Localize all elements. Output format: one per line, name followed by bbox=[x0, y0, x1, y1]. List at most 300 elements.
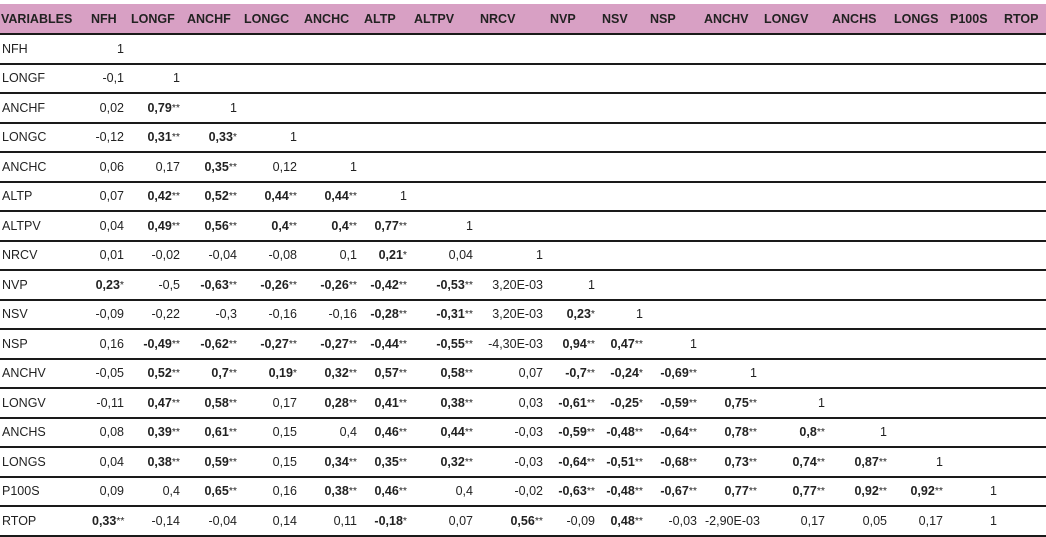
table-cell bbox=[599, 329, 647, 359]
cell-value: 0,47 bbox=[610, 336, 635, 351]
column-header: LONGF bbox=[128, 4, 184, 34]
row-label: NSV bbox=[0, 300, 88, 330]
correlation-table bbox=[0, 4, 1046, 537]
table-cell bbox=[1001, 34, 1046, 64]
table-cell bbox=[761, 211, 829, 241]
table-cell bbox=[891, 93, 947, 123]
row-label: ANCHS bbox=[0, 418, 88, 448]
significance-stars: ** bbox=[171, 131, 180, 144]
cell-value: -0,25 bbox=[610, 395, 639, 410]
significance-stars: * bbox=[402, 249, 407, 262]
row-label: LONGV bbox=[0, 388, 88, 418]
table-cell bbox=[829, 300, 891, 330]
significance-stars: ** bbox=[348, 455, 357, 468]
table-cell bbox=[947, 34, 1001, 64]
table-cell bbox=[1001, 123, 1046, 153]
table-cell bbox=[829, 447, 891, 477]
cell-value: -0,59 bbox=[660, 395, 689, 410]
table-cell bbox=[829, 270, 891, 300]
significance-stars: * bbox=[119, 278, 124, 291]
cell-value: 0,73 bbox=[724, 454, 749, 469]
table-cell bbox=[184, 329, 241, 359]
cell-value: 0,17 bbox=[800, 513, 825, 528]
table-cell bbox=[88, 182, 128, 212]
significance-stars: ** bbox=[288, 190, 297, 203]
table-cell bbox=[947, 418, 1001, 448]
table-cell bbox=[128, 300, 184, 330]
cell-value: -0,18 bbox=[374, 513, 403, 528]
cell-value: 0,32 bbox=[324, 366, 349, 381]
table-cell bbox=[829, 359, 891, 389]
table-cell bbox=[301, 418, 361, 448]
table-cell bbox=[301, 241, 361, 271]
table-cell bbox=[361, 477, 411, 507]
cell-value: 0,33 bbox=[208, 130, 233, 145]
table-cell bbox=[891, 34, 947, 64]
table-cell bbox=[761, 447, 829, 477]
row-label: ALTPV bbox=[0, 211, 88, 241]
table-cell bbox=[761, 123, 829, 153]
cell-value: 0,35 bbox=[374, 454, 399, 469]
cell-value: -2,90E-03 bbox=[705, 513, 760, 528]
row-label: ANCHV bbox=[0, 359, 88, 389]
significance-stars: ** bbox=[398, 308, 407, 321]
table-cell bbox=[761, 418, 829, 448]
table-cell bbox=[891, 300, 947, 330]
table-cell bbox=[301, 123, 361, 153]
table-header bbox=[0, 4, 1046, 34]
table-cell bbox=[128, 447, 184, 477]
cell-value: 0,02 bbox=[99, 100, 124, 115]
table-cell bbox=[361, 211, 411, 241]
table-cell bbox=[301, 34, 361, 64]
table-cell bbox=[1001, 93, 1046, 123]
table-cell bbox=[1001, 418, 1046, 448]
significance-stars: ** bbox=[398, 396, 407, 409]
table-cell bbox=[241, 241, 301, 271]
table-cell bbox=[361, 34, 411, 64]
table-cell bbox=[361, 123, 411, 153]
table-cell bbox=[477, 270, 547, 300]
significance-stars: ** bbox=[464, 396, 473, 409]
table-row bbox=[0, 123, 1046, 153]
cell-value: -0,48 bbox=[606, 425, 635, 440]
cell-value: 0,14 bbox=[272, 513, 297, 528]
table-cell bbox=[361, 388, 411, 418]
table-cell bbox=[761, 182, 829, 212]
column-header: ANCHC bbox=[301, 4, 361, 34]
table-cell bbox=[1001, 388, 1046, 418]
column-header: ANCHS bbox=[829, 4, 891, 34]
table-cell bbox=[88, 123, 128, 153]
cell-value: 0,44 bbox=[440, 425, 465, 440]
significance-stars: ** bbox=[228, 485, 237, 498]
significance-stars: ** bbox=[228, 160, 237, 173]
table-cell bbox=[701, 506, 761, 536]
cell-value: 0,17 bbox=[272, 395, 297, 410]
cell-value: 0,16 bbox=[99, 336, 124, 351]
table-cell bbox=[701, 34, 761, 64]
table-cell bbox=[701, 123, 761, 153]
cell-value: 0,46 bbox=[374, 425, 399, 440]
table-cell bbox=[547, 64, 599, 94]
table-cell bbox=[761, 93, 829, 123]
table-cell bbox=[599, 359, 647, 389]
table-cell bbox=[829, 418, 891, 448]
table-cell bbox=[701, 329, 761, 359]
table-cell bbox=[477, 477, 547, 507]
table-cell bbox=[1001, 241, 1046, 271]
table-cell bbox=[761, 477, 829, 507]
table-cell bbox=[1001, 152, 1046, 182]
cell-value: -4,30E-03 bbox=[488, 336, 543, 351]
table-cell bbox=[599, 270, 647, 300]
significance-stars: ** bbox=[398, 485, 407, 498]
cell-value: 0,1 bbox=[339, 248, 357, 263]
table-cell bbox=[647, 182, 701, 212]
cell-value: 1 bbox=[880, 425, 887, 440]
table-cell bbox=[599, 477, 647, 507]
cell-value: -0,09 bbox=[95, 307, 124, 322]
cell-value: 1 bbox=[350, 159, 357, 174]
table-cell bbox=[1001, 329, 1046, 359]
table-cell bbox=[829, 329, 891, 359]
significance-stars: * bbox=[590, 308, 595, 321]
table-cell bbox=[128, 34, 184, 64]
cell-value: 0,87 bbox=[854, 454, 879, 469]
cell-value: 0,39 bbox=[147, 425, 172, 440]
table-cell bbox=[547, 123, 599, 153]
table-cell bbox=[947, 359, 1001, 389]
cell-value: 0,17 bbox=[918, 513, 943, 528]
cell-value: 0,35 bbox=[204, 159, 229, 174]
significance-stars: ** bbox=[634, 426, 643, 439]
column-header: LONGC bbox=[241, 4, 301, 34]
table-cell bbox=[891, 447, 947, 477]
cell-value: 0,46 bbox=[374, 484, 399, 499]
significance-stars: ** bbox=[348, 485, 357, 498]
cell-value: 0,4 bbox=[331, 218, 349, 233]
significance-stars: ** bbox=[288, 337, 297, 350]
column-header: NSV bbox=[599, 4, 647, 34]
table-cell bbox=[301, 477, 361, 507]
table-cell bbox=[891, 270, 947, 300]
table-cell bbox=[128, 270, 184, 300]
cell-value: 0,74 bbox=[792, 454, 817, 469]
cell-value: -0,63 bbox=[200, 277, 229, 292]
table-cell bbox=[184, 477, 241, 507]
significance-stars: ** bbox=[398, 367, 407, 380]
cell-value: 0,21 bbox=[378, 248, 403, 263]
table-cell bbox=[411, 64, 477, 94]
table-cell bbox=[184, 34, 241, 64]
table-cell bbox=[891, 506, 947, 536]
table-cell bbox=[301, 64, 361, 94]
column-header: NRCV bbox=[477, 4, 547, 34]
row-label: ANCHF bbox=[0, 93, 88, 123]
cell-value: -0,24 bbox=[610, 366, 639, 381]
table-cell bbox=[88, 388, 128, 418]
significance-stars: ** bbox=[586, 396, 595, 409]
significance-stars: ** bbox=[586, 485, 595, 498]
cell-value: 1 bbox=[690, 336, 697, 351]
row-label: LONGC bbox=[0, 123, 88, 153]
table-cell bbox=[184, 182, 241, 212]
cell-value: -0,64 bbox=[558, 454, 587, 469]
cell-value: 0,56 bbox=[510, 513, 535, 528]
significance-stars: ** bbox=[586, 455, 595, 468]
table-cell bbox=[301, 182, 361, 212]
table-cell bbox=[947, 388, 1001, 418]
table-cell bbox=[891, 182, 947, 212]
table-cell bbox=[599, 64, 647, 94]
significance-stars: ** bbox=[398, 219, 407, 232]
cell-value: 0,56 bbox=[204, 218, 229, 233]
table-cell bbox=[647, 123, 701, 153]
column-header: LONGV bbox=[761, 4, 829, 34]
significance-stars: ** bbox=[228, 219, 237, 232]
table-cell bbox=[947, 182, 1001, 212]
cell-value: -0,3 bbox=[215, 307, 237, 322]
cell-value: 0,08 bbox=[99, 425, 124, 440]
table-cell bbox=[547, 182, 599, 212]
cell-value: -0,02 bbox=[151, 248, 180, 263]
table-cell bbox=[361, 93, 411, 123]
table-cell bbox=[128, 152, 184, 182]
table-cell bbox=[241, 477, 301, 507]
table-cell bbox=[477, 93, 547, 123]
significance-stars: ** bbox=[288, 219, 297, 232]
significance-stars: ** bbox=[228, 278, 237, 291]
table-cell bbox=[701, 241, 761, 271]
significance-stars: ** bbox=[398, 426, 407, 439]
table-cell bbox=[829, 64, 891, 94]
cell-value: 0,15 bbox=[272, 425, 297, 440]
cell-value: 0,38 bbox=[440, 395, 465, 410]
significance-stars: ** bbox=[748, 396, 757, 409]
cell-value: 0,07 bbox=[99, 189, 124, 204]
table-cell bbox=[477, 34, 547, 64]
cell-value: 0,11 bbox=[333, 513, 357, 528]
significance-stars: ** bbox=[534, 514, 543, 527]
table-cell bbox=[599, 418, 647, 448]
significance-stars: ** bbox=[398, 455, 407, 468]
table-row bbox=[0, 270, 1046, 300]
column-header: NSP bbox=[647, 4, 701, 34]
table-cell bbox=[761, 329, 829, 359]
table-cell bbox=[184, 123, 241, 153]
cell-value: -0,03 bbox=[514, 425, 543, 440]
cell-value: 0,77 bbox=[724, 484, 749, 499]
cell-value: 0,92 bbox=[910, 484, 935, 499]
cell-value: 1 bbox=[117, 41, 124, 56]
significance-stars: ** bbox=[634, 455, 643, 468]
table-cell bbox=[411, 359, 477, 389]
cell-value: -0,61 bbox=[558, 395, 587, 410]
table-cell bbox=[701, 359, 761, 389]
table-cell bbox=[241, 123, 301, 153]
table-cell bbox=[88, 329, 128, 359]
table-cell bbox=[947, 329, 1001, 359]
table-cell bbox=[128, 211, 184, 241]
significance-stars: * bbox=[638, 367, 643, 380]
table-cell bbox=[128, 64, 184, 94]
cell-value: 0,59 bbox=[204, 454, 229, 469]
table-cell bbox=[184, 418, 241, 448]
table-row bbox=[0, 93, 1046, 123]
significance-stars: ** bbox=[464, 426, 473, 439]
significance-stars: ** bbox=[171, 367, 180, 380]
cell-value: 0,07 bbox=[518, 366, 543, 381]
table-cell bbox=[88, 477, 128, 507]
significance-stars: ** bbox=[171, 190, 180, 203]
table-cell bbox=[701, 270, 761, 300]
row-label: NFH bbox=[0, 34, 88, 64]
column-header: RTOP bbox=[1001, 4, 1046, 34]
table-cell bbox=[411, 182, 477, 212]
table-cell bbox=[599, 152, 647, 182]
cell-value: 3,20E-03 bbox=[492, 307, 543, 322]
table-cell bbox=[301, 300, 361, 330]
table-cell bbox=[184, 93, 241, 123]
table-cell bbox=[891, 359, 947, 389]
row-label: NSP bbox=[0, 329, 88, 359]
cell-value: 0,23 bbox=[566, 307, 591, 322]
significance-stars: ** bbox=[288, 278, 297, 291]
cell-value: -0,42 bbox=[370, 277, 399, 292]
table-cell bbox=[947, 300, 1001, 330]
cell-value: 1 bbox=[290, 130, 297, 145]
cell-value: 1 bbox=[536, 248, 543, 263]
cell-value: 0,28 bbox=[324, 395, 349, 410]
cell-value: 0,48 bbox=[610, 513, 635, 528]
table-cell bbox=[891, 152, 947, 182]
table-cell bbox=[128, 329, 184, 359]
row-label: NVP bbox=[0, 270, 88, 300]
table-cell bbox=[547, 93, 599, 123]
cell-value: 1 bbox=[936, 454, 943, 469]
significance-stars: ** bbox=[398, 337, 407, 350]
table-cell bbox=[647, 93, 701, 123]
significance-stars: ** bbox=[348, 396, 357, 409]
cell-value: -0,26 bbox=[260, 277, 289, 292]
table-row bbox=[0, 64, 1046, 94]
header-row bbox=[0, 4, 1046, 34]
table-cell bbox=[647, 152, 701, 182]
table-cell bbox=[891, 418, 947, 448]
cell-value: -0,51 bbox=[606, 454, 635, 469]
table-cell bbox=[411, 270, 477, 300]
table-cell bbox=[647, 359, 701, 389]
significance-stars: ** bbox=[748, 485, 757, 498]
cell-value: 0,49 bbox=[147, 218, 172, 233]
column-header: P100S bbox=[947, 4, 1001, 34]
table-cell bbox=[301, 211, 361, 241]
table-cell bbox=[829, 123, 891, 153]
cell-value: -0,28 bbox=[370, 307, 399, 322]
cell-value: -0,12 bbox=[95, 130, 124, 145]
significance-stars: ** bbox=[816, 455, 825, 468]
cell-value: -0,69 bbox=[660, 366, 689, 381]
significance-stars: ** bbox=[878, 455, 887, 468]
cell-value: 0,78 bbox=[724, 425, 749, 440]
table-cell bbox=[241, 359, 301, 389]
table-cell bbox=[361, 300, 411, 330]
cell-value: -0,67 bbox=[660, 484, 689, 499]
table-row bbox=[0, 182, 1046, 212]
table-cell bbox=[599, 123, 647, 153]
table-cell bbox=[761, 506, 829, 536]
cell-value: 1 bbox=[466, 218, 473, 233]
table-cell bbox=[477, 64, 547, 94]
significance-stars: ** bbox=[228, 396, 237, 409]
table-cell bbox=[477, 359, 547, 389]
table-cell bbox=[411, 388, 477, 418]
table-cell bbox=[647, 270, 701, 300]
table-row bbox=[0, 329, 1046, 359]
table-cell bbox=[701, 447, 761, 477]
table-cell bbox=[241, 418, 301, 448]
table-cell bbox=[829, 34, 891, 64]
row-label: NRCV bbox=[0, 241, 88, 271]
table-cell bbox=[761, 300, 829, 330]
significance-stars: ** bbox=[171, 455, 180, 468]
significance-stars: ** bbox=[464, 367, 473, 380]
column-header: ALTPV bbox=[411, 4, 477, 34]
table-cell bbox=[761, 241, 829, 271]
cell-value: 0,34 bbox=[324, 454, 349, 469]
table-cell bbox=[599, 388, 647, 418]
significance-stars: ** bbox=[688, 426, 697, 439]
cell-value: 1 bbox=[990, 484, 997, 499]
cell-value: -0,48 bbox=[606, 484, 635, 499]
table-cell bbox=[241, 152, 301, 182]
table-cell bbox=[241, 182, 301, 212]
significance-stars: ** bbox=[688, 367, 697, 380]
table-cell bbox=[829, 477, 891, 507]
table-row bbox=[0, 477, 1046, 507]
significance-stars: ** bbox=[464, 337, 473, 350]
table-cell bbox=[599, 34, 647, 64]
table-cell bbox=[184, 447, 241, 477]
table-cell bbox=[411, 123, 477, 153]
table-cell bbox=[761, 388, 829, 418]
cell-value: 0,15 bbox=[272, 454, 297, 469]
table-cell bbox=[477, 329, 547, 359]
cell-value: -0,16 bbox=[328, 307, 357, 322]
row-label: LONGS bbox=[0, 447, 88, 477]
table-cell bbox=[647, 447, 701, 477]
table-cell bbox=[128, 506, 184, 536]
table-row bbox=[0, 447, 1046, 477]
table-cell bbox=[128, 93, 184, 123]
cell-value: -0,04 bbox=[208, 513, 237, 528]
significance-stars: ** bbox=[688, 485, 697, 498]
table-cell bbox=[647, 477, 701, 507]
table-cell bbox=[411, 152, 477, 182]
cell-value: 0,4 bbox=[339, 425, 357, 440]
table-cell bbox=[599, 447, 647, 477]
row-label: ALTP bbox=[0, 182, 88, 212]
table-cell bbox=[361, 329, 411, 359]
table-cell bbox=[947, 241, 1001, 271]
table-cell bbox=[361, 359, 411, 389]
cell-value: 1 bbox=[818, 395, 825, 410]
table-cell bbox=[411, 447, 477, 477]
table-cell bbox=[1001, 211, 1046, 241]
significance-stars: ** bbox=[348, 190, 357, 203]
table-cell bbox=[184, 64, 241, 94]
